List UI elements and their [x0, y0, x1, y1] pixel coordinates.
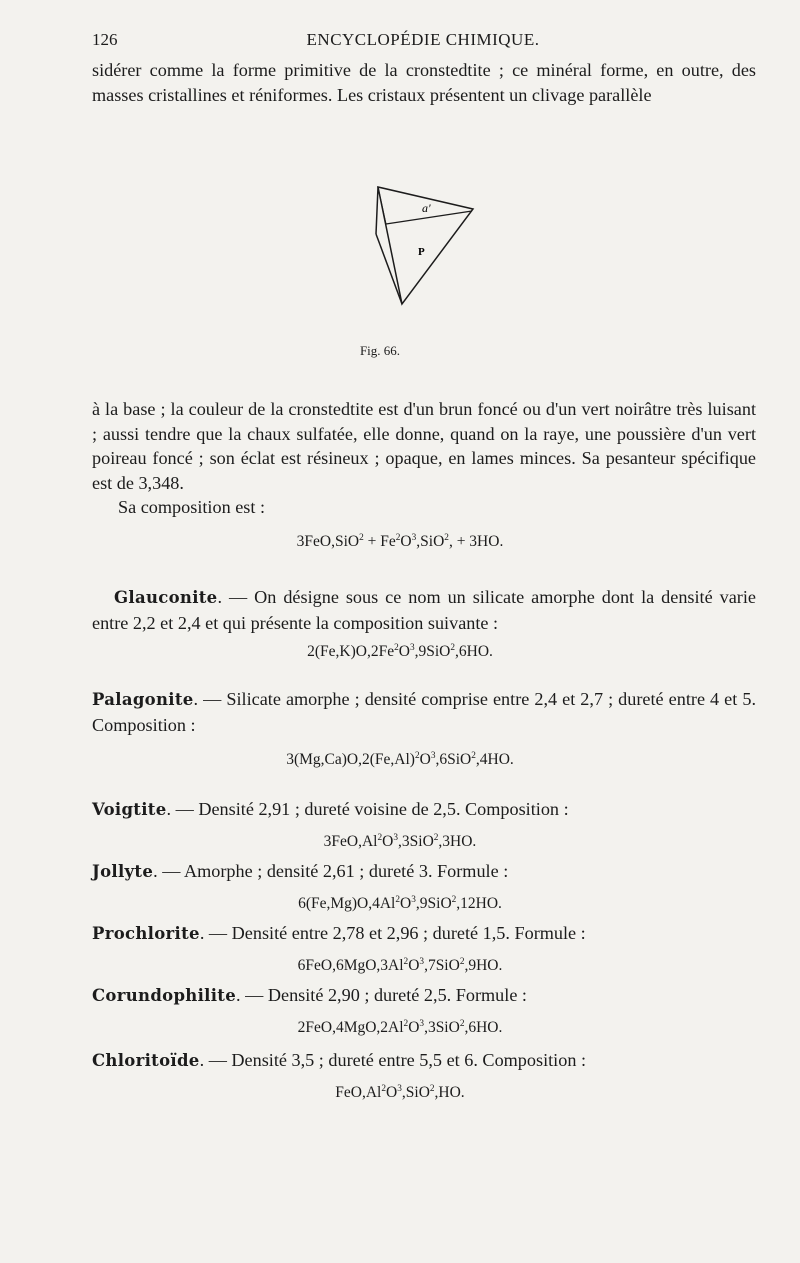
page-number: 126 — [92, 30, 118, 49]
mineral-name: Palagonite — [92, 690, 194, 709]
mineral-name: Chloritoïde — [92, 1051, 200, 1070]
mineral-description: . — Densité 2,90 ; dureté 2,5. Formule : — [236, 985, 527, 1005]
mineral-description: . — Densité 2,91 ; dureté voisine de 2,5. Composition : — [166, 799, 569, 819]
mineral-entry — [92, 983, 756, 1009]
crystal-figure — [370, 182, 480, 322]
face-label-p: P — [418, 246, 425, 258]
mineral-formula: $2(Fe,K)O,2Fe^2O^3,9SiO^2,6HO$. — [307, 642, 493, 660]
mineral-name: Glauconite — [114, 588, 218, 607]
page-header — [92, 30, 754, 52]
mineral-description: . — Amorphe ; densité 2,61 ; dureté 3. Formule : — [153, 861, 509, 881]
mineral-description: . — Densité entre 2,78 et 2,96 ; dureté 1,5. Formule : — [199, 923, 586, 943]
mineral-formula: $FeO,Al^2O^3,SiO^2,HO$. — [335, 1083, 465, 1101]
mineral-name: Jollyte — [92, 862, 154, 881]
crystal-drawing — [370, 182, 480, 322]
mineral-entry — [92, 585, 756, 635]
mineral-name: Voigtite — [92, 800, 167, 819]
mineral-formula: $3FeO,Al^2O^3,3SiO^2,3HO$. — [323, 832, 477, 850]
mineral-name: Corundophilite — [92, 986, 237, 1005]
mineral-formula: $2FeO,4MgO,2Al^2O^3,3SiO^2,6HO$. — [297, 1018, 503, 1036]
mineral-entry — [92, 1048, 756, 1074]
mineral-entry — [92, 687, 756, 737]
mineral-entry — [92, 921, 756, 947]
composition-intro: Sa composition est : — [118, 497, 266, 517]
mineral-formula: $6(Fe,Mg)O,4Al^2O^3,9SiO^2,12HO$. — [298, 894, 502, 912]
face-label-a: a' — [422, 201, 431, 215]
figure-caption: Fig. 66. — [359, 343, 401, 358]
mineral-entry — [92, 797, 756, 823]
mineral-description: . — On désigne sous ce nom un silicate amorphe dont la densité varie entre 2,2 et 2,4 et qui présente la composition suivante : — [92, 587, 756, 633]
mineral-formula: $6FeO,6MgO,3Al^2O^3,7SiO^2,9HO$. — [297, 956, 503, 974]
mineral-formula: $3(Mg,Ca)O,2(Fe,Al)^2O^3,6SiO^2,4HO$. — [286, 750, 514, 768]
cronstedtite-formula: $3FeO,SiO^2 + Fe^2O^3,SiO^2$, + 3HO. — [296, 532, 504, 550]
mineral-description: . — Densité 3,5 ; dureté entre 5,5 et 6. Composition : — [199, 1050, 587, 1070]
mineral-name: Prochlorite — [92, 924, 200, 943]
continuation-paragraph: à la base ; la couleur de la cronstedtite est d'un brun foncé ou d'un vert noirâtre très luisant ; aussi tendre que la chaux sulfatée, elle donne, quand on la raye, une poussière d'un vert poireau foncé ; son éclat est résineux ; opaque, en lames minces. Sa pesanteur spécifique est de 3,348. — [92, 399, 756, 493]
mineral-description: . — Silicate amorphe ; densité comprise entre 2,4 et 2,7 ; dureté entre 4 et 5. Composition : — [92, 689, 756, 735]
running-title: ENCYCLOPÉDIE CHIMIQUE. — [306, 30, 540, 49]
intro-paragraph: sidérer comme la forme primitive de la cronstedtite ; ce minéral forme, en outre, des masses cristallines et réniformes. Les cristaux présentent un clivage parallèle — [92, 60, 756, 105]
mineral-entry — [92, 859, 756, 885]
